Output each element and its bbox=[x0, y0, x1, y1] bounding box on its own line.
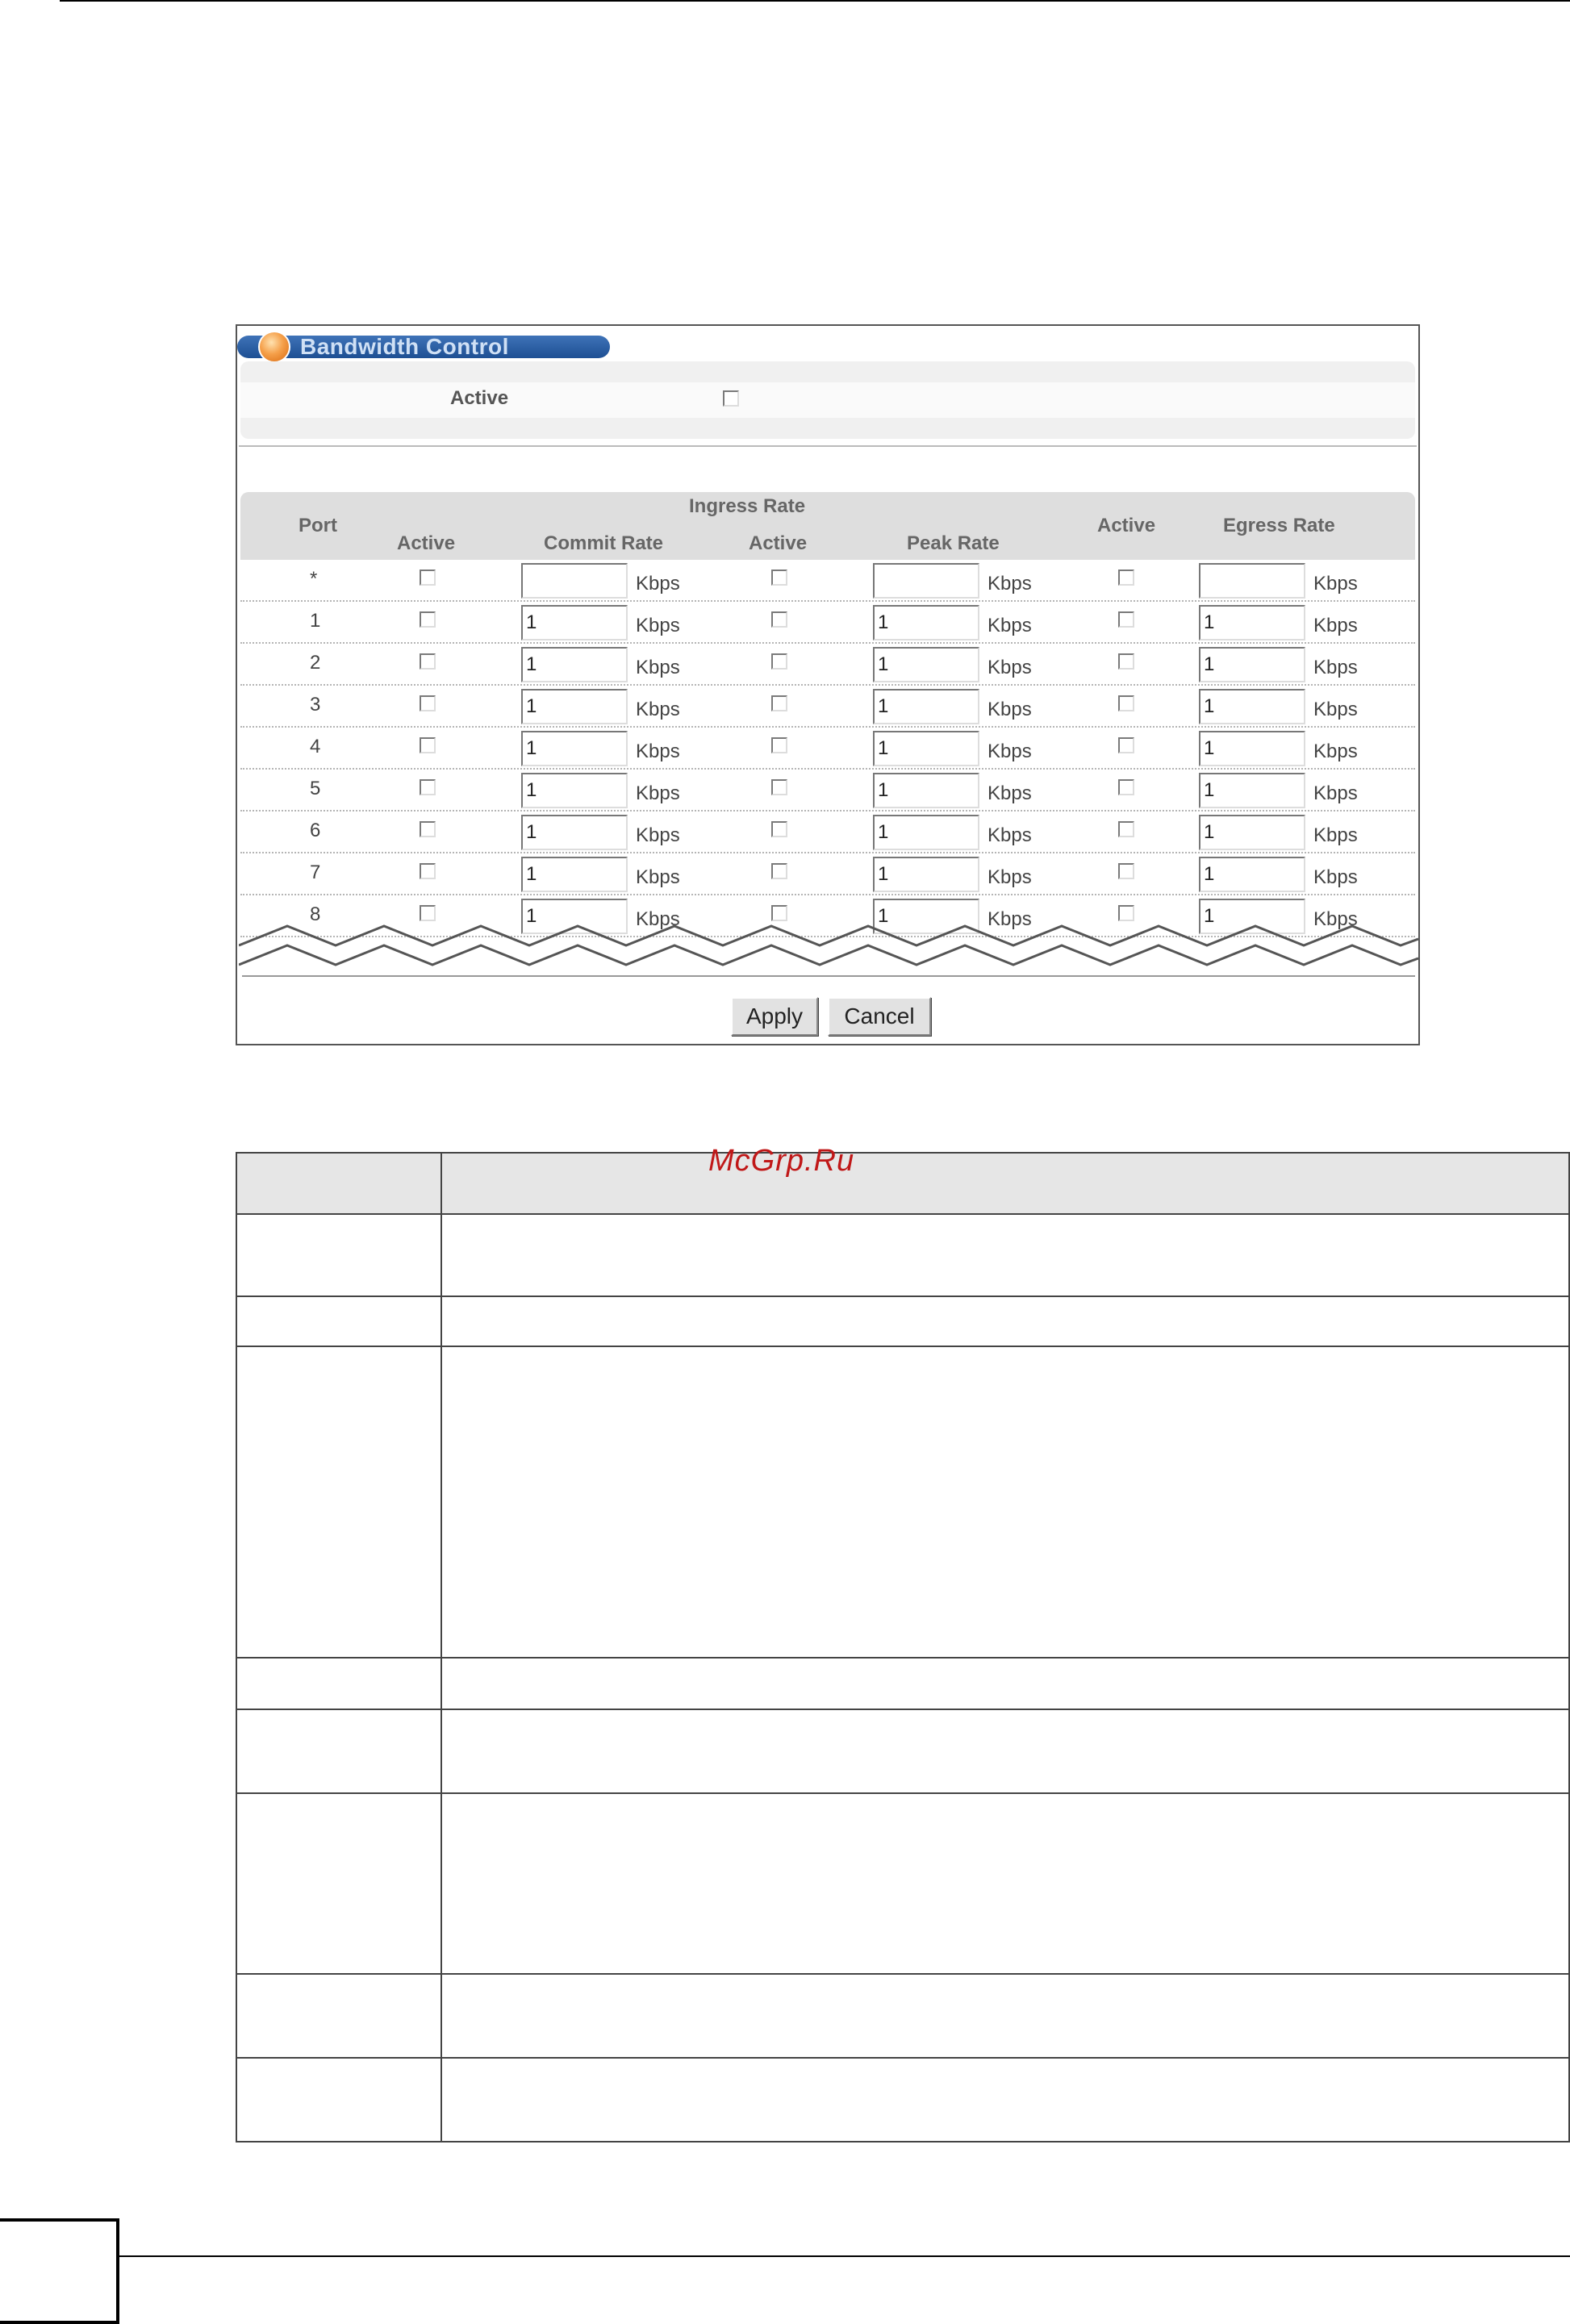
header-egress-active: Active bbox=[1097, 515, 1156, 536]
peak-rate-input[interactable] bbox=[873, 815, 979, 850]
egress-rate-unit: Kbps bbox=[1313, 573, 1358, 595]
table-row bbox=[240, 560, 1415, 602]
commit-rate-unit: Kbps bbox=[636, 908, 680, 930]
port-number: 3 bbox=[310, 694, 321, 716]
global-active-label: Active bbox=[450, 387, 509, 409]
commit-rate-unit: Kbps bbox=[636, 824, 680, 846]
global-active-checkbox[interactable] bbox=[723, 390, 739, 407]
port-number: 5 bbox=[310, 778, 321, 799]
header-peak-rate: Peak Rate bbox=[907, 532, 1000, 554]
header-ingress-active: Active bbox=[397, 532, 456, 554]
commit-rate-unit: Kbps bbox=[636, 699, 680, 720]
ingress-active-checkbox[interactable] bbox=[420, 611, 436, 628]
egress-active-checkbox[interactable] bbox=[1118, 863, 1134, 879]
commit-rate-unit: Kbps bbox=[636, 866, 680, 888]
peak-rate-input[interactable] bbox=[873, 647, 979, 682]
peak-active-checkbox[interactable] bbox=[771, 570, 787, 586]
description-table-header bbox=[237, 1154, 1568, 1215]
row-divider bbox=[237, 2057, 1568, 2059]
peak-rate-unit: Kbps bbox=[988, 573, 1032, 595]
table-row bbox=[240, 770, 1415, 812]
ingress-active-checkbox[interactable] bbox=[420, 779, 436, 795]
commit-rate-input[interactable] bbox=[521, 773, 628, 808]
apply-button[interactable]: Apply bbox=[731, 997, 818, 1036]
page-number-box bbox=[0, 2218, 119, 2324]
description-table bbox=[236, 1152, 1570, 2143]
peak-active-checkbox[interactable] bbox=[771, 695, 787, 711]
egress-active-checkbox[interactable] bbox=[1118, 611, 1134, 628]
ingress-active-checkbox[interactable] bbox=[420, 737, 436, 753]
panel-title-bar bbox=[237, 336, 610, 358]
peak-rate-input[interactable] bbox=[873, 563, 979, 599]
port-number: 6 bbox=[310, 820, 321, 841]
port-number: 1 bbox=[310, 610, 321, 632]
table-row bbox=[240, 686, 1415, 728]
egress-rate-input[interactable] bbox=[1199, 731, 1305, 766]
divider bbox=[239, 445, 1417, 447]
ingress-active-checkbox[interactable] bbox=[420, 821, 436, 837]
commit-rate-input[interactable] bbox=[521, 815, 628, 850]
egress-rate-input[interactable] bbox=[1199, 689, 1305, 724]
ingress-active-checkbox[interactable] bbox=[420, 653, 436, 670]
commit-rate-unit: Kbps bbox=[636, 573, 680, 595]
egress-rate-unit: Kbps bbox=[1313, 699, 1358, 720]
column-divider bbox=[441, 1154, 442, 2141]
row-divider bbox=[237, 1709, 1568, 1710]
peak-rate-input[interactable] bbox=[873, 689, 979, 724]
commit-rate-unit: Kbps bbox=[636, 782, 680, 804]
bandwidth-control-panel bbox=[236, 324, 1420, 1045]
peak-rate-input[interactable] bbox=[873, 605, 979, 640]
peak-rate-unit: Kbps bbox=[988, 657, 1032, 678]
peak-active-checkbox[interactable] bbox=[771, 821, 787, 837]
cut-off-zigzag bbox=[239, 923, 1418, 979]
global-active-row bbox=[240, 382, 1415, 418]
header-peak-active: Active bbox=[749, 532, 808, 554]
table-row bbox=[240, 602, 1415, 644]
peak-rate-unit: Kbps bbox=[988, 866, 1032, 888]
ingress-active-checkbox[interactable] bbox=[420, 570, 436, 586]
row-divider bbox=[237, 1657, 1568, 1659]
commit-rate-unit: Kbps bbox=[636, 741, 680, 762]
egress-rate-input[interactable] bbox=[1199, 647, 1305, 682]
header-ingress-rate: Ingress Rate bbox=[689, 495, 806, 517]
header-egress-rate: Egress Rate bbox=[1223, 515, 1335, 536]
global-active-section bbox=[240, 361, 1415, 439]
egress-active-checkbox[interactable] bbox=[1118, 653, 1134, 670]
egress-rate-input[interactable] bbox=[1199, 563, 1305, 599]
port-number: 8 bbox=[310, 903, 321, 925]
egress-rate-unit: Kbps bbox=[1313, 908, 1358, 930]
commit-rate-input[interactable] bbox=[521, 689, 628, 724]
header-port: Port bbox=[299, 515, 337, 536]
panel-title: Bandwidth Control bbox=[300, 334, 509, 359]
peak-rate-unit: Kbps bbox=[988, 615, 1032, 636]
peak-active-checkbox[interactable] bbox=[771, 863, 787, 879]
peak-rate-input[interactable] bbox=[873, 731, 979, 766]
table-row bbox=[240, 812, 1415, 853]
egress-rate-input[interactable] bbox=[1199, 857, 1305, 892]
egress-rate-unit: Kbps bbox=[1313, 866, 1358, 888]
table-row bbox=[240, 728, 1415, 770]
port-number: 7 bbox=[310, 862, 321, 883]
peak-rate-unit: Kbps bbox=[988, 782, 1032, 804]
commit-rate-input[interactable] bbox=[521, 857, 628, 892]
commit-rate-input[interactable] bbox=[521, 731, 628, 766]
orange-ball-icon bbox=[258, 331, 290, 363]
commit-rate-unit: Kbps bbox=[636, 615, 680, 636]
peak-active-checkbox[interactable] bbox=[771, 779, 787, 795]
commit-rate-unit: Kbps bbox=[636, 657, 680, 678]
watermark: McGrp.Ru bbox=[708, 1144, 855, 1178]
peak-rate-unit: Kbps bbox=[988, 741, 1032, 762]
ingress-active-checkbox[interactable] bbox=[420, 863, 436, 879]
commit-rate-input[interactable] bbox=[521, 647, 628, 682]
port-number: 4 bbox=[310, 736, 321, 757]
row-divider bbox=[237, 1346, 1568, 1347]
port-number: * bbox=[310, 568, 318, 590]
egress-active-checkbox[interactable] bbox=[1118, 695, 1134, 711]
button-row bbox=[237, 992, 1418, 1041]
peak-active-checkbox[interactable] bbox=[771, 905, 787, 921]
peak-rate-input[interactable] bbox=[873, 857, 979, 892]
peak-rate-input[interactable] bbox=[873, 773, 979, 808]
egress-rate-input[interactable] bbox=[1199, 605, 1305, 640]
header-commit-rate: Commit Rate bbox=[544, 532, 664, 554]
peak-active-checkbox[interactable] bbox=[771, 737, 787, 753]
port-number: 2 bbox=[310, 652, 321, 674]
peak-active-checkbox[interactable] bbox=[771, 611, 787, 628]
commit-rate-input[interactable] bbox=[521, 605, 628, 640]
ingress-active-checkbox[interactable] bbox=[420, 695, 436, 711]
egress-rate-unit: Kbps bbox=[1313, 741, 1358, 762]
footer-rule bbox=[119, 2255, 1570, 2257]
egress-active-checkbox[interactable] bbox=[1118, 821, 1134, 837]
cancel-button[interactable]: Cancel bbox=[828, 997, 931, 1036]
peak-rate-unit: Kbps bbox=[988, 699, 1032, 720]
row-divider bbox=[237, 1296, 1568, 1297]
egress-rate-unit: Kbps bbox=[1313, 782, 1358, 804]
commit-rate-input[interactable] bbox=[521, 563, 628, 599]
egress-rate-input[interactable] bbox=[1199, 815, 1305, 850]
peak-rate-unit: Kbps bbox=[988, 824, 1032, 846]
peak-active-checkbox[interactable] bbox=[771, 653, 787, 670]
egress-rate-unit: Kbps bbox=[1313, 657, 1358, 678]
table-row bbox=[240, 853, 1415, 895]
row-divider bbox=[237, 1792, 1568, 1794]
top-rule bbox=[60, 0, 1570, 2]
table-row bbox=[240, 644, 1415, 686]
egress-rate-unit: Kbps bbox=[1313, 824, 1358, 846]
egress-active-checkbox[interactable] bbox=[1118, 570, 1134, 586]
egress-active-checkbox[interactable] bbox=[1118, 779, 1134, 795]
peak-rate-unit: Kbps bbox=[988, 908, 1032, 930]
egress-rate-input[interactable] bbox=[1199, 773, 1305, 808]
egress-active-checkbox[interactable] bbox=[1118, 905, 1134, 921]
ingress-active-checkbox[interactable] bbox=[420, 905, 436, 921]
egress-rate-unit: Kbps bbox=[1313, 615, 1358, 636]
egress-active-checkbox[interactable] bbox=[1118, 737, 1134, 753]
table-header bbox=[240, 492, 1415, 560]
row-divider bbox=[237, 1973, 1568, 1975]
